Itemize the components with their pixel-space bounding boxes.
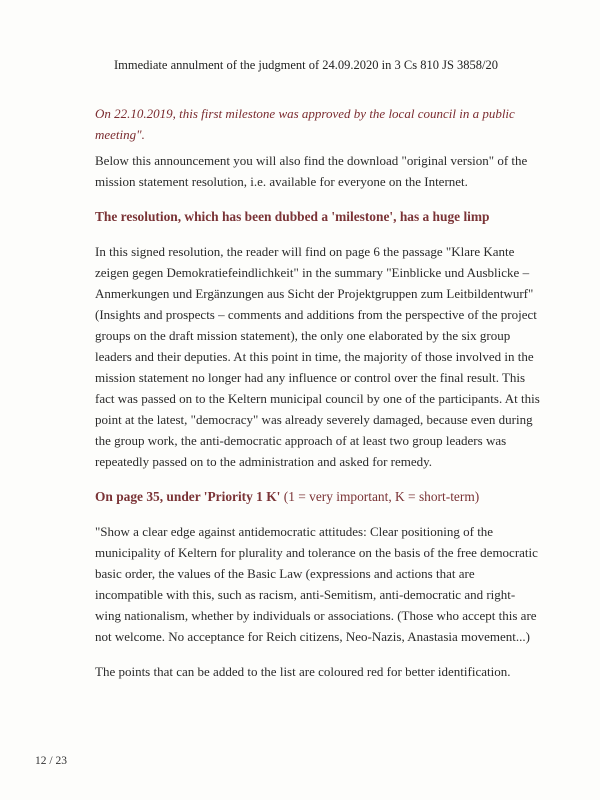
section-heading-page35 xyxy=(95,486,540,507)
resolution-paragraph: In this signed resolution, the reader will find on page 6 the passage "Klare Kante zeigen gegen Demokratiefeindlichkeit" in the summary "Einblicke und Ausblicke – Anmerkungen und Ergänzungen aus Sicht der Projektgruppen zum Leitbildentwurf" (Insights and prospects – comments and additions from the perspective of the project groups on the draft mission statement), the only one elaborated by the six group leaders and their deputies. At this point in time, the majority of those involved in the mission statement no longer had any influence or control over the final result. This fact was passed on to the Keltern municipal council by one of the participants. At this point at the latest, "democracy" was already severely damaged, because even during the group work, the anti-democratic approach of at least two group leaders was repeatedly passed on to the administration and asked for remedy. xyxy=(95,244,540,469)
download-paragraph: Below this announcement you will also find the download "original version" of the mission statement resolution, i.e. available for everyone on the Internet. xyxy=(95,153,528,189)
section-heading-limp: The resolution, which has been dubbed a 'milestone', has a huge limp xyxy=(95,209,490,224)
quoted-priority-paragraph: "Show a clear edge against antidemocratic attitudes: Clear positioning of the municipality of Keltern for plurality and tolerance on the basis of the free democratic basic order, the values of the Basic Law (expressions and actions that are incompatible with this, such as racism, anti-Semitism, anti-democratic and right-wing nationalism, whether by individuals or associations. (Those who accept this are not welcome. No acceptance for Reich citizens, Neo-Nazis, Anastasia movement...) xyxy=(95,524,538,644)
page-content xyxy=(95,103,540,682)
closing-paragraph: The points that can be added to the list are coloured red for better identification. xyxy=(95,664,511,679)
page-header: Immediate annulment of the judgment of 24.09.2020 in 3 Cs 810 JS 3858/20 xyxy=(114,58,498,72)
heading-main-text: On page 35, under 'Priority 1 K' xyxy=(95,489,281,504)
quote-paragraph: On 22.10.2019, this first milestone was approved by the local council in a public meeting". xyxy=(95,106,515,142)
page-number: 12 / 23 xyxy=(35,755,67,767)
heading-parenthetical: (1 = very important, K = short-term) xyxy=(283,489,480,504)
